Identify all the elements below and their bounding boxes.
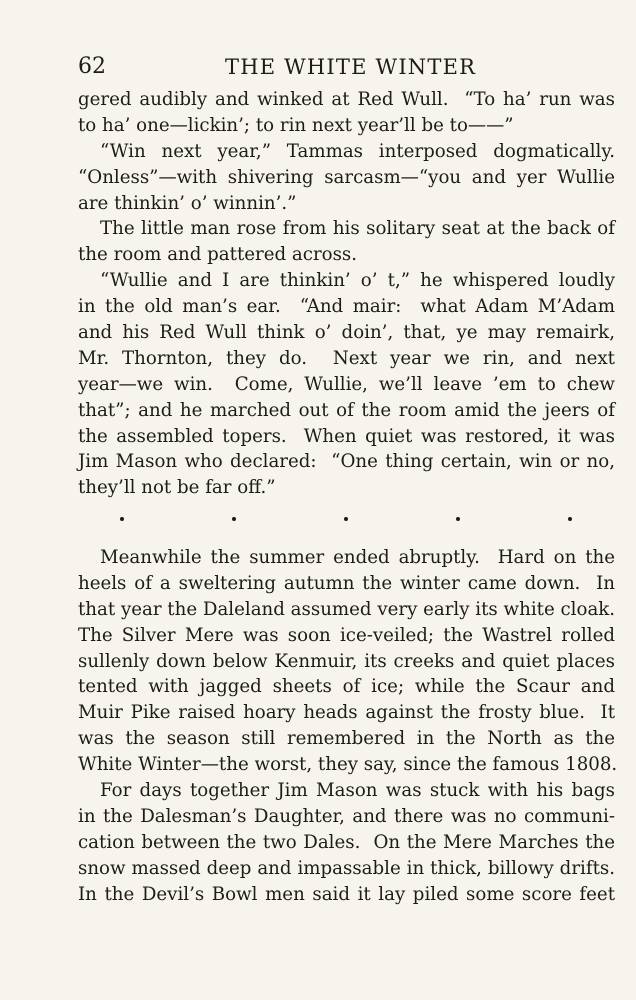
- text-line: White Winter—the worst, they say, since the famous 1808.: [78, 754, 618, 776]
- section-separator: [78, 510, 615, 530]
- text-line: cation between the two Dales. On the Mere Marches the: [78, 831, 615, 853]
- text-line: was the season still remembered in the North as the: [78, 728, 615, 750]
- separator-dot: [344, 517, 348, 521]
- text-line: the room and pattered across.: [78, 244, 358, 266]
- text-line: Muir Pike raised hoary heads against the frosty blue. It: [78, 702, 615, 724]
- text-line: Jim Mason who declared: “One thing certain, win or no,: [78, 451, 615, 473]
- separator-dot: [456, 517, 460, 521]
- text-line: “Wullie and I are thinkin’ o’ t,” he whispered loudly: [100, 270, 615, 292]
- text-line: year—we win. Come, Wullie, we’ll leave ’em to chew: [78, 373, 615, 395]
- text-line: Meanwhile the summer ended abruptly. Hard on the: [100, 547, 615, 568]
- text-line: gered audibly and winked at Red Wull. “To ha’ run was: [78, 89, 615, 110]
- text-line: In the Devil’s Bowl men said it lay piled some score feet: [78, 883, 615, 905]
- text-line: The little man rose from his solitary seat at the back of: [100, 218, 615, 240]
- body-text-section-1: [78, 87, 615, 501]
- text-line: Mr. Thornton, they do. Next year we rin, and next: [78, 347, 615, 369]
- text-line: and his Red Wull think o’ doin’, that, ye may remairk,: [78, 322, 615, 344]
- text-line: “Win next year,” Tammas interposed dogmatically.: [100, 140, 615, 162]
- separator-dot: [232, 517, 236, 521]
- text-line: the assembled topers. When quiet was restored, it was: [78, 425, 615, 447]
- text-line: For days together Jim Mason was stuck with his bags: [100, 780, 615, 802]
- running-title: THE WHITE WINTER: [225, 55, 477, 79]
- text-line: they’ll not be far off.”: [78, 477, 276, 499]
- text-line: “Onless”—with shivering sarcasm—“you and yer Wullie: [78, 166, 615, 188]
- text-line: that”; and he marched out of the room amid the jeers of: [78, 399, 615, 421]
- body-text-section-2: [78, 545, 618, 907]
- text-line: are thinkin’ o’ winnin’.”: [78, 192, 297, 214]
- page-header: [78, 52, 616, 82]
- separator-dot: [120, 517, 124, 521]
- text-line: heels of a sweltering autumn the winter came down. In: [78, 572, 615, 594]
- text-line: in the Dalesman’s Daughter, and there was no communi-: [78, 805, 615, 827]
- text-line: to ha’ one—lickin’; to rin next year’ll be to——”: [78, 114, 514, 136]
- text-line: in the old man’s ear. “And mair: what Adam M’Adam: [78, 296, 615, 318]
- text-line: that year the Daleland assumed very early its white cloak.: [78, 598, 616, 620]
- separator-dot: [568, 517, 572, 521]
- text-line: tented with jagged sheets of ice; while the Scaur and: [78, 676, 615, 698]
- page-number: 62: [78, 54, 106, 79]
- text-line: snow massed deep and impassable in thick, billowy drifts.: [78, 857, 615, 879]
- text-line: sullenly down below Kenmuir, its creeks and quiet places: [78, 650, 615, 672]
- text-line: The Silver Mere was soon ice-veiled; the Wastrel rolled: [78, 624, 615, 646]
